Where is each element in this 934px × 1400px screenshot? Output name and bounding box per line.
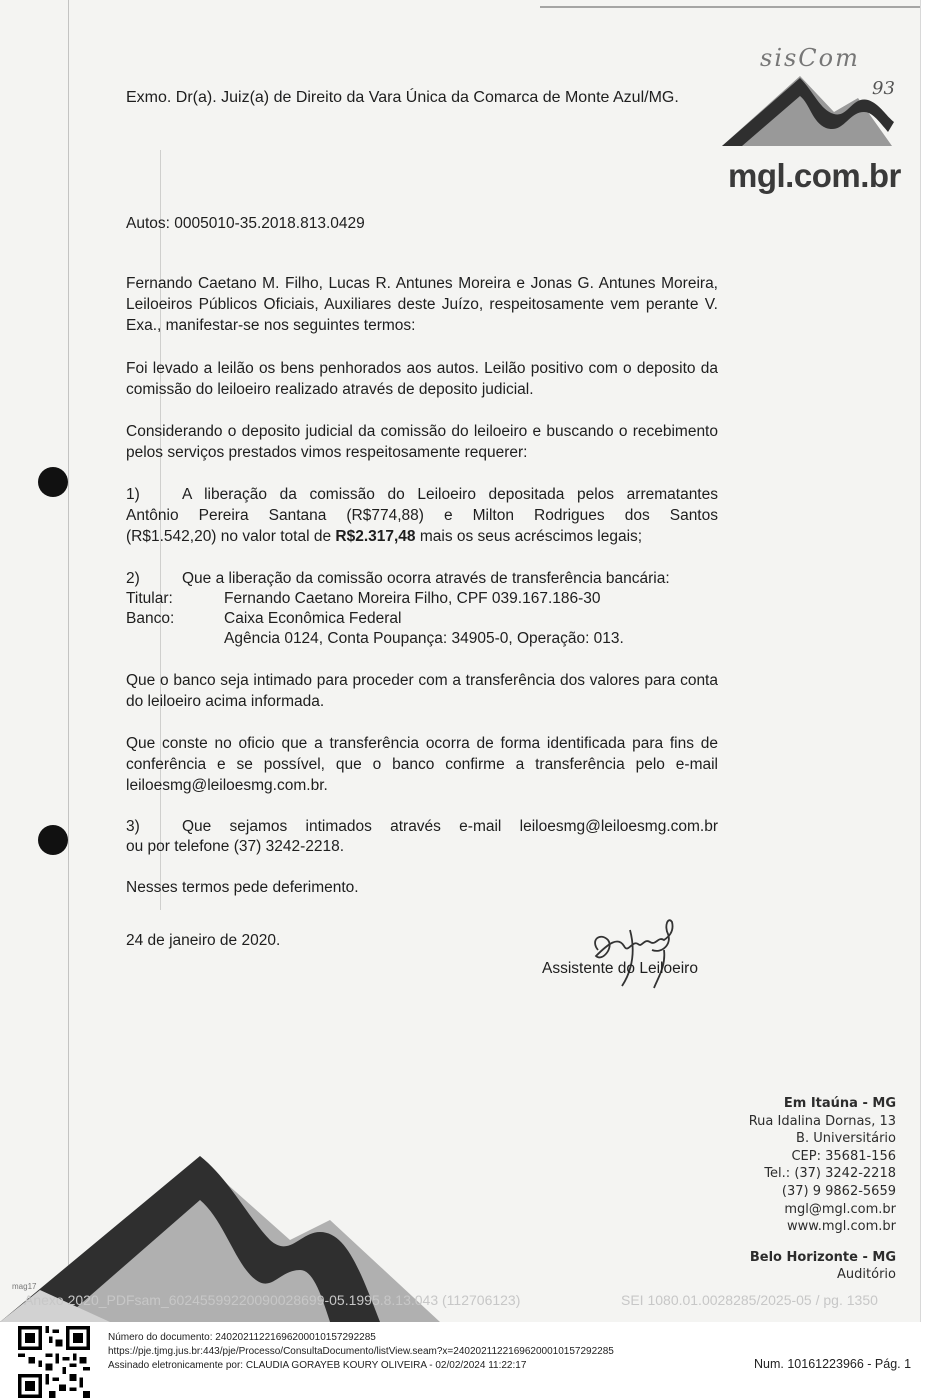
scan-mark: mag17 bbox=[12, 1282, 37, 1291]
punch-hole-bottom bbox=[38, 825, 68, 855]
considerando-paragraph: Considerando o deposito judicial da comissão do leiloeiro e buscando o recebimento pelos serviços prestados vimos respeitosamente requerer: bbox=[126, 423, 718, 461]
signature-label: Assistente do Leiloeiro bbox=[542, 960, 698, 977]
qr-code-icon bbox=[18, 1326, 90, 1398]
item1-line3-pre: (R$1.542,20) no valor total de bbox=[126, 528, 336, 545]
banco-value: Caixa Econômica Federal bbox=[224, 610, 402, 627]
handwritten-note: sisCom bbox=[760, 44, 860, 72]
item1-line3-post: mais os seus acréscimos legais; bbox=[415, 528, 643, 545]
item2-number: 2) bbox=[126, 570, 140, 587]
oficio-paragraph: Que conste no oficio que a transferência ocorra de forma identificada para fins de conferência e se possível, que o banco confirme a transferência pelo e-mail leiloesmg@leiloesmg.com.br. bbox=[126, 735, 718, 794]
address-city2: Belo Horizonte - MG bbox=[749, 1249, 896, 1265]
address-email: mgl@mgl.com.br bbox=[784, 1201, 896, 1217]
auction-paragraph: Foi levado a leilão os bens penhorados aos autos. Leilão positivo com o deposito da comissão do leiloeiro realizado através de deposito judicial. bbox=[126, 360, 718, 398]
item1-line3 bbox=[126, 526, 642, 547]
watermark-left: Anexo 2020_PDFsam_6024559922009002869​9-05.1995.8.13.043 (112706123) bbox=[24, 1292, 521, 1308]
agencia-info: Agência 0124, Conta Poupança: 34905-0, Operação: 013. bbox=[224, 630, 624, 647]
address-street: Rua Idalina Dornas, 13 bbox=[748, 1113, 896, 1129]
item1-line1: A liberação da comissão do Leiloeiro depositada pelos arrematantes bbox=[182, 486, 718, 503]
bank-intimation-paragraph: Que o banco seja intimado para proceder com a transferência dos valores para conta do leiloeiro acima informada. bbox=[126, 672, 718, 710]
document-date: 24 de janeiro de 2020. bbox=[126, 932, 281, 949]
item1-number: 1) bbox=[126, 486, 140, 503]
item3-line2: ou por telefone (37) 3242-2218. bbox=[126, 838, 345, 855]
titular-value: Fernando Caetano Moreira Filho, CPF 039.167.186-30 bbox=[224, 590, 601, 607]
brand-name: mgl.com.br bbox=[728, 157, 901, 194]
watermark-right: SEI 1080.01.0028285/2025-05 / pg. 1350 bbox=[621, 1292, 878, 1308]
address-cel: (37) 9 9862-5659 bbox=[781, 1183, 896, 1199]
total-amount: R$2.317,48 bbox=[335, 528, 416, 545]
address-cep: CEP: 35681-156 bbox=[791, 1148, 896, 1164]
address-city2-sub: Auditório bbox=[837, 1267, 896, 1283]
footer-signed-by: Assinado eletronicamente por: CLAUDIA GORAYEB KOURY OLIVEIRA - 02/02/2024 11:22:17 bbox=[108, 1360, 527, 1371]
footer-url[interactable]: https://pje.tjmg.jus.br:443/pje/Processo/ConsultaDocumento/listView.seam?x=24020211221696200010157292285 bbox=[108, 1346, 614, 1357]
intro-paragraph: Fernando Caetano M. Filho, Lucas R. Antunes Moreira e Jonas G. Antunes Moreira, Leiloeiros Públicos Oficiais, Auxiliares deste Juízo, respeitosamente vem perante V. Exa., manifestar-se nos seguintes termos: bbox=[126, 275, 718, 334]
case-number: Autos: 0005010-35.2018.813.0429 bbox=[126, 215, 365, 232]
page-reference: Num. 10161223966 - Pág. 1 bbox=[754, 1357, 912, 1371]
item2-text: Que a liberação da comissão ocorra através de transferência bancária: bbox=[182, 570, 670, 587]
address-district: B. Universitário bbox=[796, 1131, 896, 1147]
closing-line: Nesses termos pede deferimento. bbox=[126, 879, 359, 896]
footer-doc-number: Número do documento: 24020211221696200010157292285 bbox=[108, 1332, 376, 1343]
addressee: Exmo. Dr(a). Juiz(a) de Direito da Vara Única da Comarca de Monte Azul/MG. bbox=[126, 89, 679, 106]
handwritten-page-number: 93 bbox=[872, 78, 895, 99]
punch-hole-top bbox=[38, 467, 68, 497]
item1-line2: Antônio Pereira Santana (R$774,88) e Milton Rodrigues dos Santos bbox=[126, 507, 718, 524]
address-web: www.mgl.com.br bbox=[787, 1219, 896, 1235]
titular-label: Titular: bbox=[126, 590, 173, 607]
address-tel: Tel.: (37) 3242-2218 bbox=[764, 1166, 896, 1182]
item3-line1: Que sejamos intimados através e-mail leiloesmg@leiloesmg.com.br bbox=[182, 818, 718, 835]
electronic-signature-footer bbox=[108, 1331, 614, 1373]
address-city1: Em Itaúna - MG bbox=[783, 1096, 896, 1111]
banco-label: Banco: bbox=[126, 610, 175, 627]
company-address bbox=[749, 1095, 896, 1284]
scan-edge-line bbox=[540, 6, 920, 8]
item3-number: 3) bbox=[126, 818, 140, 835]
